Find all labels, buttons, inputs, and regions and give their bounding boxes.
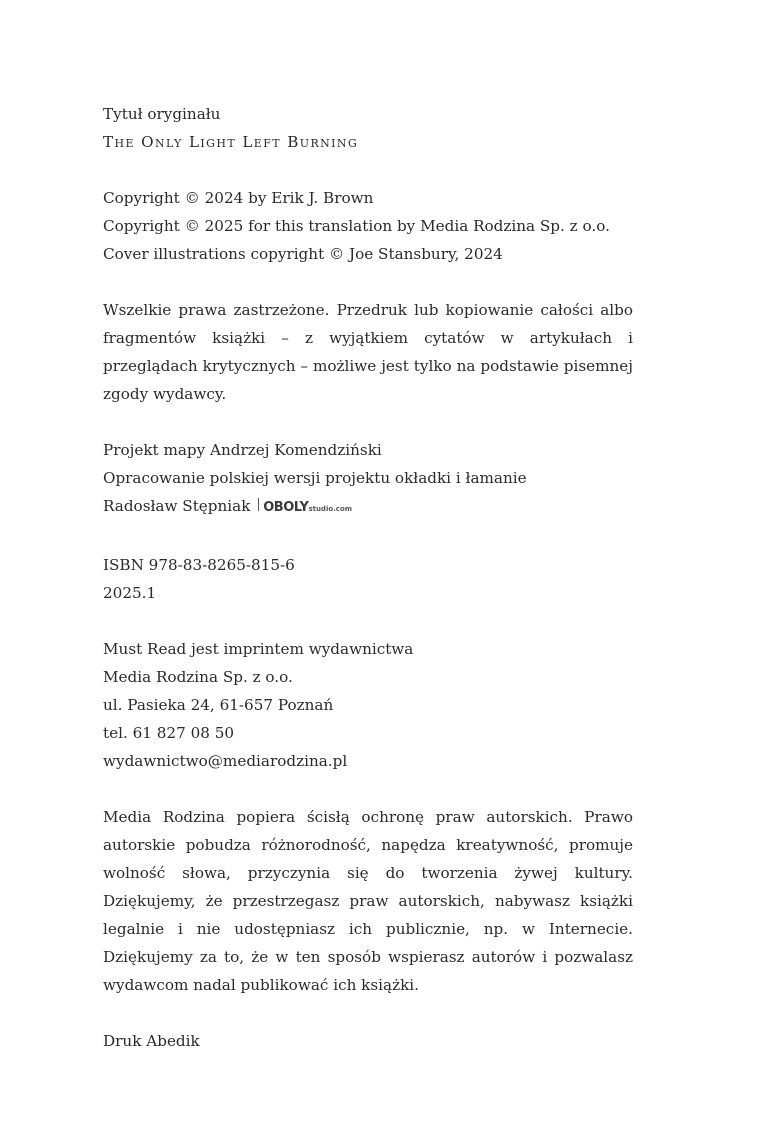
credit-cover-layout: Opracowanie polskiej wersji projektu okładki i łamanie [103,469,527,487]
original-title-label: Tytuł oryginału [103,105,221,123]
isbn: ISBN 978-83-8265-815-6 [103,556,295,574]
publisher-imprint: Must Read jest imprintem wydawnictwa [103,640,414,658]
copyright-translation: Copyright © 2025 for this translation by Media Rodzina Sp. z o.o. [103,217,610,235]
studio-logo-sub: studio.com [308,505,353,513]
copyright-appeal: Media Rodzina popiera ścisłą ochronę praw autorskich. Prawo autorskie pobudza różnorodność, napędza kreatywność, promuje wolność słowa, przyczynia się do tworzenia żywej kultury. Dziękujemy, że przestrzegasz praw autorskich, nabywasz książki legalnie i nie udostępniasz ich publicznie, np. w Internecie. Dziękujemy za to, że w ten sposób wspierasz autorów i pozwalasz wydawcom nadal publikować ich książki. [103,808,633,994]
publisher-email: wydawnictwo@mediarodzina.pl [103,752,348,770]
rights-notice: Wszelkie prawa zastrzeżone. Przedruk lub kopiowanie całości albo fragmentów książki – z wyjątkiem cytatów w artykułach i przeglądach krytycznych – możliwe jest tylko na podstawie pisemnej zgody wydawcy. [103,301,633,403]
printer: Druk Abedik [103,1032,200,1050]
edition: 2025.1 [103,584,157,602]
publisher-block [103,635,633,775]
copyright-block [103,184,633,268]
credit-map: Projekt mapy Andrzej Komendziński [103,441,382,459]
copyright-cover: Cover illustrations copyright © Joe Stansbury, 2024 [103,245,503,263]
isbn-block [103,551,633,607]
publisher-address: ul. Pasieka 24, 61-657 Poznań [103,696,334,714]
studio-logo-main: OBOLY [263,500,309,515]
publisher-name: Media Rodzina Sp. z o.o. [103,668,293,686]
credit-designer-line [103,492,633,523]
copyright-page [103,100,633,1055]
original-title: The Only Light Left Burning [103,133,359,151]
credits-block [103,436,633,523]
studio-logo [258,494,352,523]
original-title-block [103,100,633,156]
logo-divider [258,498,259,511]
credit-designer: Radosław Stępniak [103,497,251,515]
publisher-phone: tel. 61 827 08 50 [103,724,235,742]
copyright-author: Copyright © 2024 by Erik J. Brown [103,189,374,207]
